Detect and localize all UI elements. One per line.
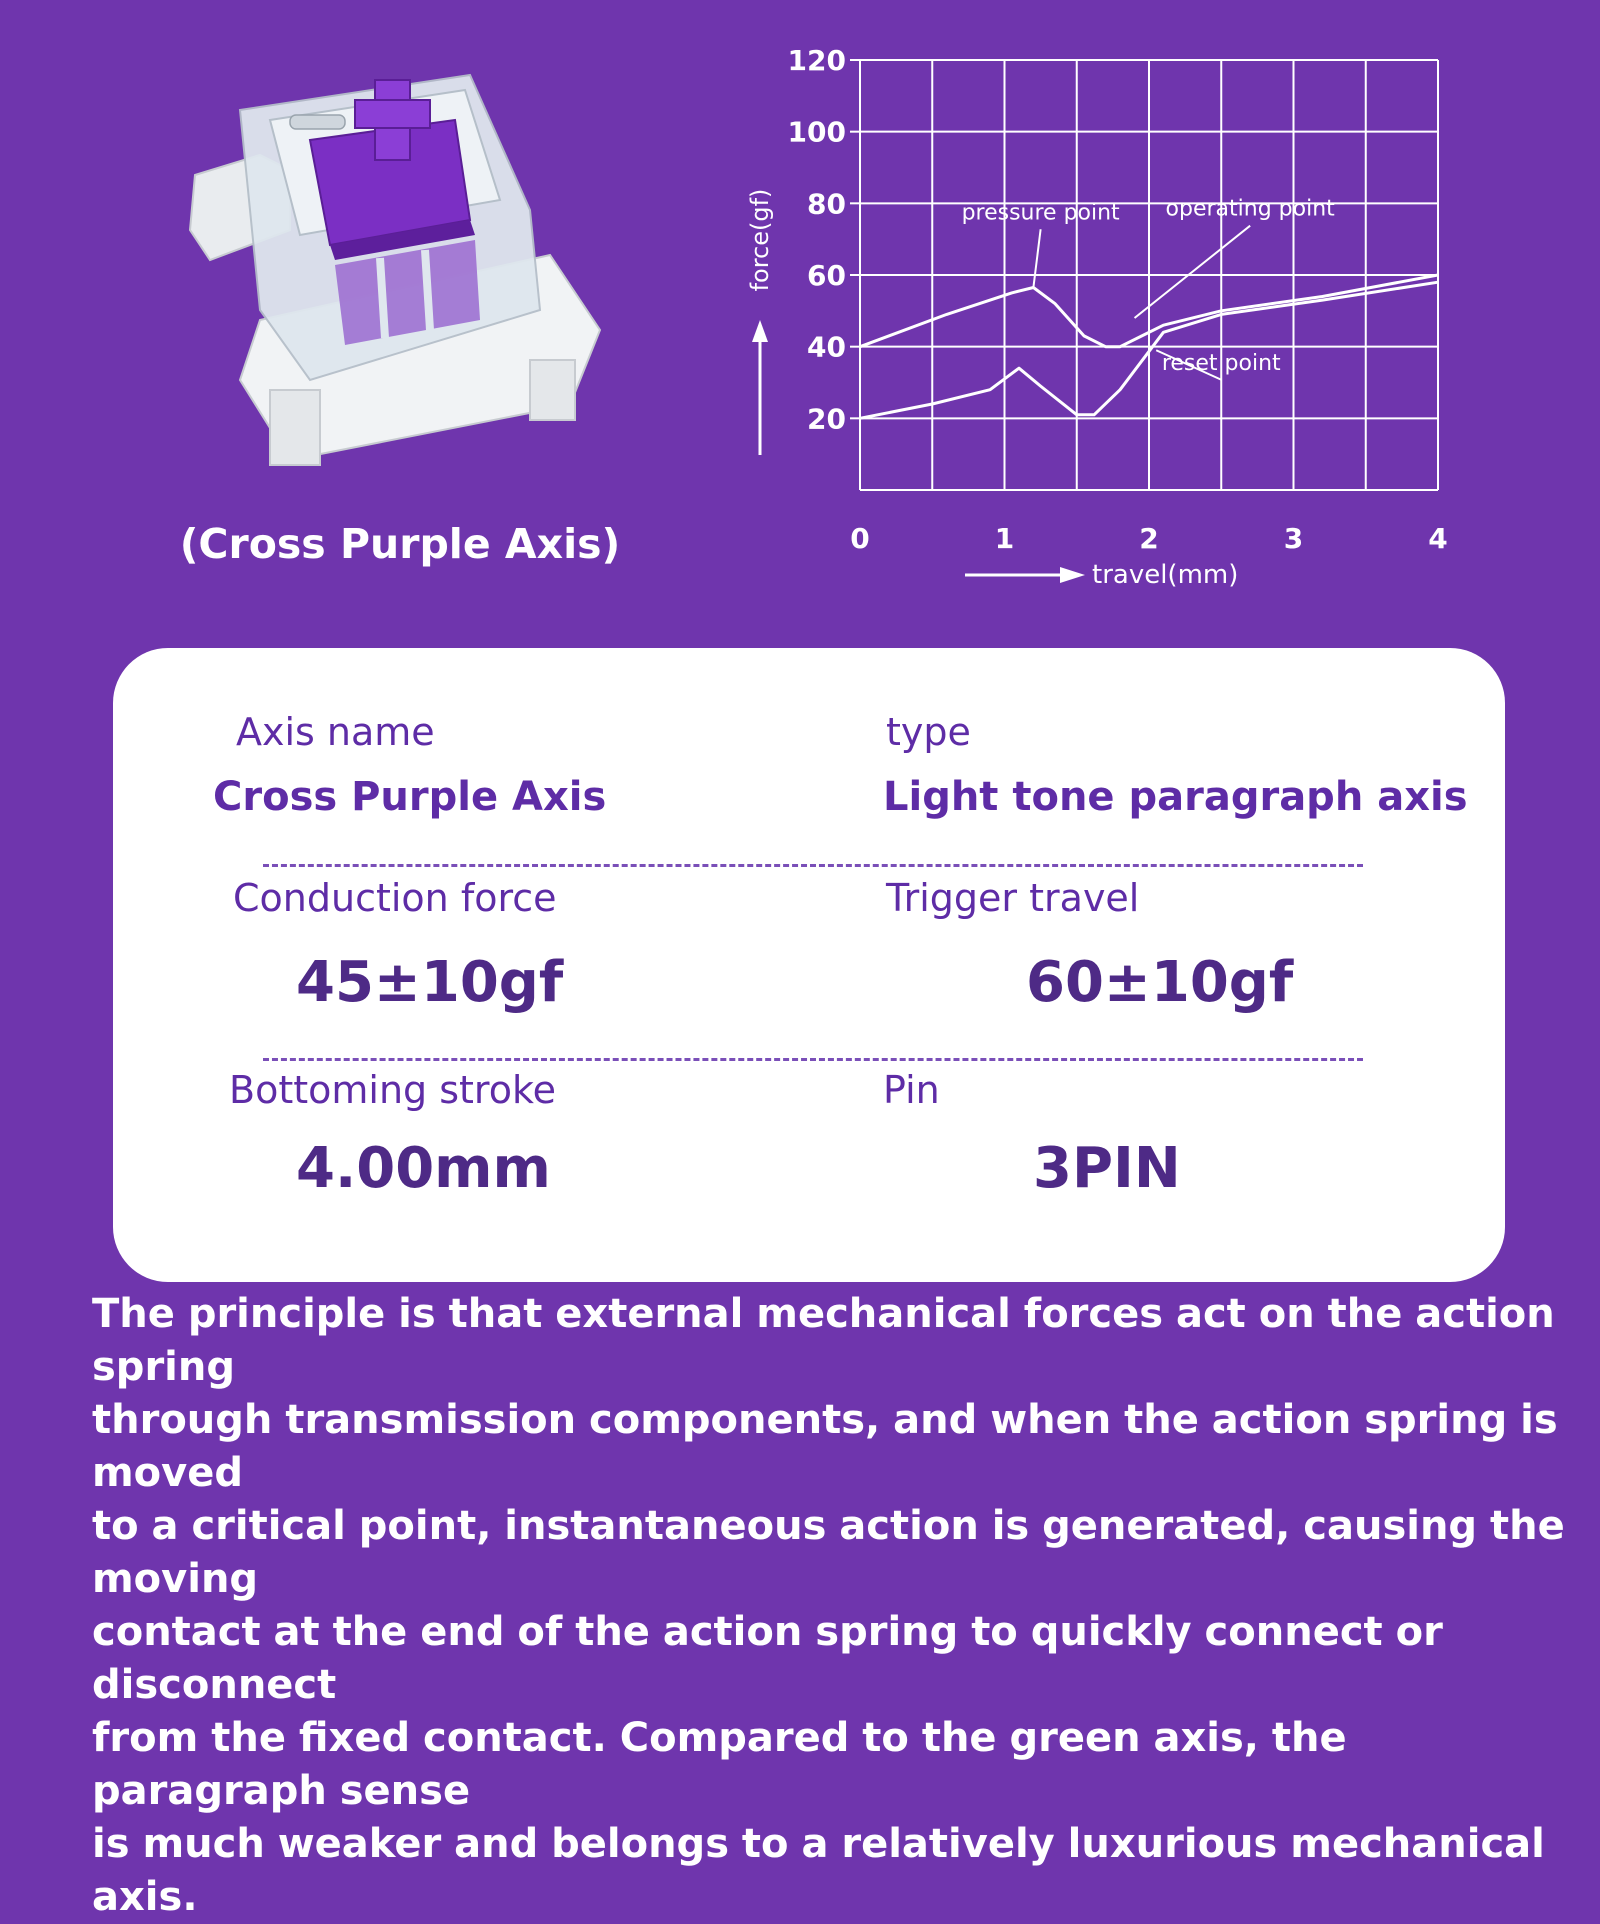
spec-card bbox=[113, 648, 1505, 1282]
annotation-leader bbox=[1033, 229, 1040, 287]
x-tick-label: 3 bbox=[1283, 522, 1304, 555]
bottoming-stroke-value: 4.00mm bbox=[296, 1136, 551, 1201]
y-tick-label: 120 bbox=[787, 44, 846, 77]
y-axis-arrowhead bbox=[752, 320, 768, 342]
y-axis-label: force(gf) bbox=[746, 188, 774, 292]
axis-name-label: Axis name bbox=[236, 710, 435, 754]
principle-text: The principle is that external mechanical forces act on the action spring through transmission components, and when the action spring is moved to a critical point, instantaneous action is generated, causing the moving contact at the end of the action spring to quickly connect or disconnect from the fixed contact. Compared to the green axis, the paragraph sense is much weaker and belongs to a relatively luxurious mechanical axis. bbox=[92, 1291, 1565, 1920]
annotation-leader bbox=[1135, 226, 1251, 318]
pin-label: Pin bbox=[883, 1068, 940, 1112]
pin-value: 3PIN bbox=[1033, 1136, 1181, 1201]
divider bbox=[263, 864, 1363, 867]
x-tick-label: 2 bbox=[1139, 522, 1159, 555]
annotation-label: operating point bbox=[1165, 196, 1335, 222]
x-axis-label: travel(mm) bbox=[1092, 560, 1239, 590]
axis-name-value: Cross Purple Axis bbox=[213, 774, 607, 820]
x-tick-label: 4 bbox=[1428, 522, 1448, 555]
divider bbox=[263, 1058, 1363, 1061]
type-label: type bbox=[886, 710, 971, 754]
conduction-force-label: Conduction force bbox=[233, 876, 557, 920]
y-tick-label: 100 bbox=[787, 115, 846, 149]
bottoming-stroke-label: Bottoming stroke bbox=[229, 1068, 556, 1112]
x-tick-label: 0 bbox=[850, 522, 870, 555]
y-tick-label: 20 bbox=[807, 402, 846, 436]
annotation-label: pressure point bbox=[961, 200, 1120, 226]
conduction-force-value: 45±10gf bbox=[296, 950, 564, 1015]
y-tick-label: 60 bbox=[807, 259, 846, 292]
y-tick-label: 80 bbox=[807, 187, 846, 221]
switch-image bbox=[170, 60, 630, 480]
trigger-travel-value: 60±10gf bbox=[1026, 950, 1294, 1015]
x-axis-arrowhead bbox=[1060, 567, 1085, 583]
y-tick-label: 40 bbox=[807, 330, 846, 364]
force-travel-chart bbox=[740, 30, 1500, 610]
type-value: Light tone paragraph axis bbox=[883, 774, 1468, 820]
annotation-label: reset point bbox=[1161, 350, 1281, 376]
x-tick-label: 1 bbox=[994, 522, 1015, 555]
switch-caption: (Cross Purple Axis) bbox=[179, 520, 621, 568]
trigger-travel-label: Trigger travel bbox=[886, 876, 1140, 920]
